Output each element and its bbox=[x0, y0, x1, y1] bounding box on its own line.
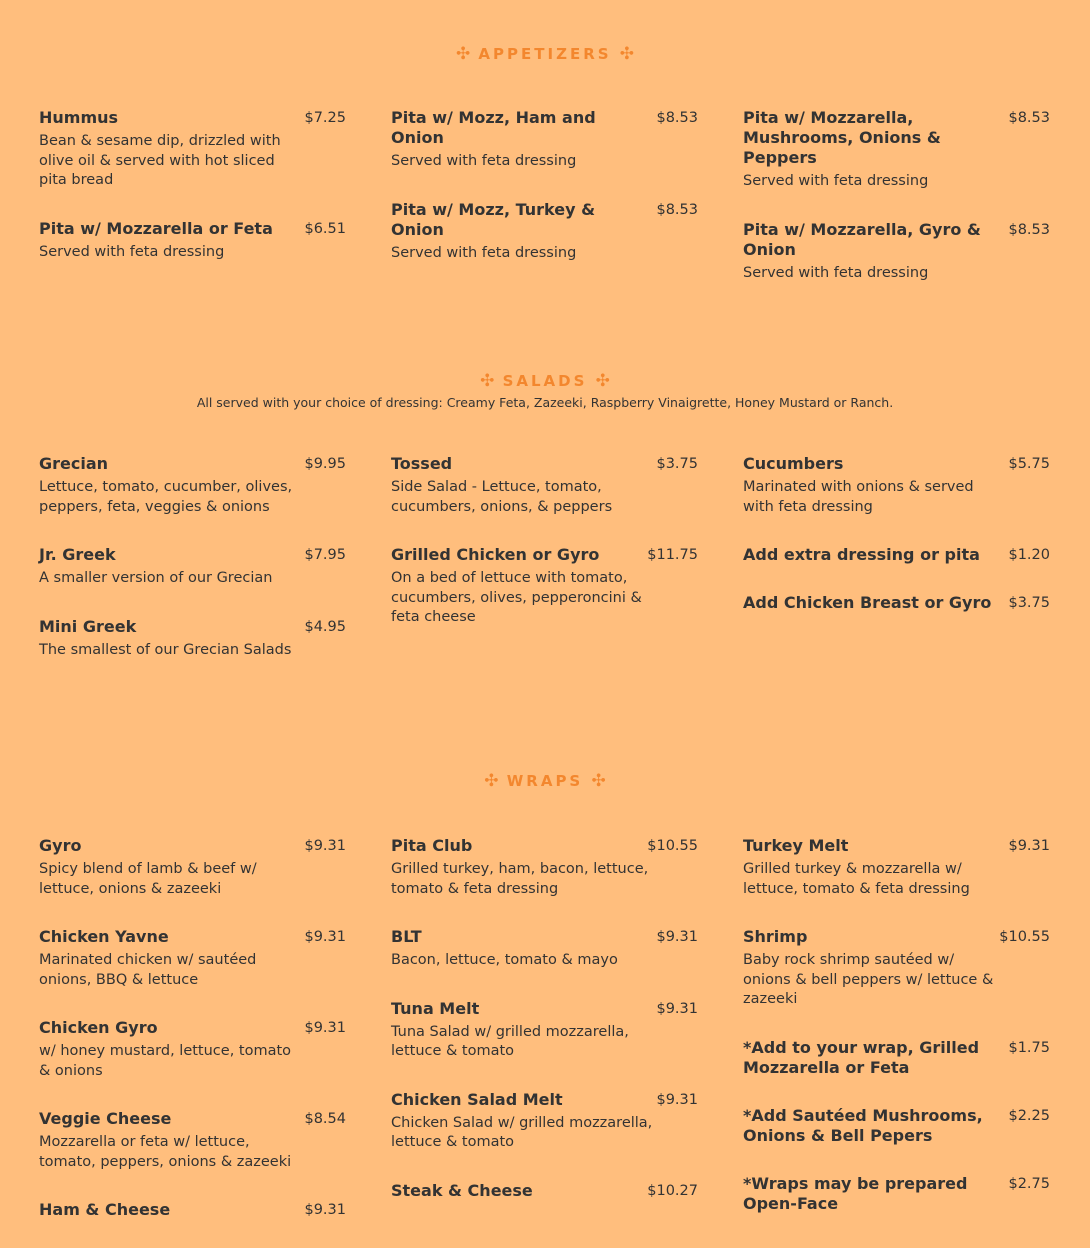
menu-item-name: *Add Sautéed Mushrooms, Onions & Bell Pepers bbox=[743, 1105, 983, 1145]
salads-column bbox=[391, 454, 698, 656]
menu-item-header bbox=[39, 454, 346, 474]
menu-item-description: Marinated with onions & served with feta dressing bbox=[743, 479, 974, 515]
menu-item bbox=[39, 454, 346, 517]
menu-item-price: $8.53 bbox=[656, 110, 698, 126]
ornament-icon: ✣ bbox=[591, 771, 606, 791]
menu-item bbox=[39, 927, 346, 990]
menu-item-name: Add extra dressing or pita bbox=[743, 545, 980, 564]
menu-item-price: $9.31 bbox=[304, 929, 346, 945]
menu-item-description: w/ honey mustard, lettuce, tomato & onions bbox=[39, 1043, 292, 1079]
menu-item-name: Pita w/ Mozzarella, Gyro & Onion bbox=[743, 219, 981, 259]
menu-item-header bbox=[743, 108, 1050, 168]
menu-item-header bbox=[743, 593, 1050, 613]
menu-item-price: $4.95 bbox=[304, 618, 346, 635]
menu-item-header bbox=[39, 219, 346, 239]
menu-item-name: Tossed bbox=[391, 454, 453, 473]
menu-item-header bbox=[39, 1200, 346, 1220]
menu-item bbox=[39, 1018, 346, 1081]
menu-item-price: $10.55 bbox=[647, 838, 698, 854]
menu-item-description: On a bed of lettuce with tomato, cucumbers, olives, pepperoncini & feta cheese bbox=[391, 570, 642, 625]
menu-item-price: $9.31 bbox=[656, 929, 698, 945]
menu-item bbox=[743, 220, 1050, 284]
menu-item-header bbox=[391, 545, 698, 565]
menu-item-price: $9.95 bbox=[304, 456, 346, 472]
menu-item-price: $9.31 bbox=[304, 838, 346, 854]
menu-item-name: Add Chicken Breast or Gyro bbox=[743, 593, 992, 612]
salads-header bbox=[0, 371, 1090, 410]
menu-item-description: Side Salad - Lettuce, tomato, cucumbers, onions, & peppers bbox=[391, 479, 613, 515]
menu-item-description: Spicy blend of lamb & beef w/ lettuce, onions & zazeeki bbox=[39, 861, 257, 897]
menu-item bbox=[391, 836, 698, 899]
menu-item-name: Hummus bbox=[39, 108, 119, 127]
menu-item-price: $9.31 bbox=[304, 1202, 346, 1218]
appetizers-column bbox=[743, 108, 1050, 311]
menu-item-header bbox=[743, 1038, 1050, 1078]
menu-item bbox=[39, 836, 346, 899]
menu-item-header bbox=[39, 927, 346, 947]
menu-item-description: A smaller version of our Grecian bbox=[39, 570, 273, 586]
menu-item-description: Chicken Salad w/ grilled mozzarella, lettuce & tomato bbox=[391, 1114, 653, 1150]
appetizers-column bbox=[39, 108, 346, 290]
menu-item-price: $3.75 bbox=[656, 456, 698, 472]
salads-title: ✣ SALADS ✣ bbox=[480, 371, 610, 391]
menu-item bbox=[39, 617, 346, 661]
menu-item bbox=[39, 1109, 346, 1172]
ornament-icon: ✣ bbox=[455, 44, 471, 64]
appetizers-column bbox=[391, 108, 698, 291]
menu-item-header bbox=[39, 1018, 346, 1038]
menu-item bbox=[391, 108, 698, 172]
menu-item-price: $9.31 bbox=[1008, 838, 1050, 854]
salads-subtitle: All served with your choice of dressing: Creamy Feta, Zazeeki, Raspberry Vinaigrette, Honey Mustard or Ranch. bbox=[196, 395, 894, 410]
menu-item-name: Ham & Cheese bbox=[39, 1200, 171, 1219]
menu-item-price: $8.53 bbox=[656, 201, 698, 218]
menu-item bbox=[743, 108, 1050, 192]
menu-item bbox=[743, 593, 1050, 613]
menu-item-price: $6.51 bbox=[304, 220, 346, 237]
menu-item-price: $10.55 bbox=[999, 929, 1050, 945]
menu-item-description: Served with feta dressing bbox=[391, 244, 577, 261]
menu-item-price: $8.53 bbox=[1008, 221, 1050, 238]
menu-item-name: Veggie Cheese bbox=[39, 1109, 172, 1128]
menu-item bbox=[743, 1038, 1050, 1078]
wraps-header bbox=[0, 771, 1090, 791]
menu-item-header bbox=[391, 927, 698, 947]
menu-item-price: $7.25 bbox=[304, 110, 346, 126]
menu-item bbox=[391, 927, 698, 971]
menu-item-header bbox=[743, 1174, 1050, 1214]
wraps-column bbox=[39, 836, 346, 1248]
menu-item-header bbox=[391, 454, 698, 474]
menu-item bbox=[391, 200, 698, 264]
menu-item-name: Pita Club bbox=[391, 836, 473, 855]
menu-item-price: $7.95 bbox=[304, 547, 346, 563]
menu-item-header bbox=[39, 545, 346, 565]
wraps-title: ✣ WRAPS ✣ bbox=[484, 771, 606, 791]
menu-item-header bbox=[39, 1109, 346, 1129]
menu-item bbox=[743, 1174, 1050, 1214]
menu-item-price: $8.54 bbox=[304, 1111, 346, 1127]
menu-item-price: $9.31 bbox=[656, 1091, 698, 1108]
menu-item-name: Gyro bbox=[39, 836, 82, 855]
menu-item-header bbox=[743, 220, 1050, 260]
menu-item-description: The smallest of our Grecian Salads bbox=[39, 641, 292, 658]
menu-item bbox=[743, 545, 1050, 565]
menu-item-price: $2.75 bbox=[1008, 1175, 1050, 1192]
salads-column bbox=[743, 454, 1050, 641]
menu-item-description: Tuna Salad w/ grilled mozzarella, lettuce & tomato bbox=[391, 1023, 629, 1059]
menu-item-price: $9.31 bbox=[656, 1000, 698, 1017]
menu-item-price: $8.53 bbox=[1008, 110, 1050, 126]
salads-column bbox=[39, 454, 346, 688]
menu-item-name: *Add to your wrap, Grilled Mozzarella or Feta bbox=[743, 1037, 980, 1077]
menu-item-header bbox=[391, 1090, 698, 1110]
menu-item-name: Chicken Yavne bbox=[39, 927, 169, 946]
menu-item-price: $9.31 bbox=[304, 1020, 346, 1036]
menu-item bbox=[743, 836, 1050, 899]
menu-item-name: Mini Greek bbox=[39, 616, 137, 636]
menu-item bbox=[39, 1200, 346, 1220]
appetizers-title: ✣ APPETIZERS ✣ bbox=[455, 44, 635, 64]
menu-item-name: Grilled Chicken or Gyro bbox=[391, 545, 600, 564]
menu-item-name: BLT bbox=[391, 927, 422, 946]
ornament-icon: ✣ bbox=[484, 771, 499, 791]
menu-item-name: Pita w/ Mozz, Turkey & Onion bbox=[391, 199, 596, 239]
menu-item bbox=[39, 219, 346, 263]
menu-item bbox=[39, 108, 346, 191]
menu-item-name: Pita w/ Mozzarella, Mushrooms, Onions & Peppers bbox=[743, 108, 941, 167]
menu-item-description: Served with feta dressing bbox=[743, 264, 929, 281]
menu-item-header bbox=[39, 836, 346, 856]
menu-item-description: Baby rock shrimp sautéed w/ onions & bell peppers w/ lettuce & zazeeki bbox=[743, 952, 994, 1007]
menu-item-description: Served with feta dressing bbox=[743, 173, 929, 189]
menu-item bbox=[743, 927, 1050, 1010]
menu-item bbox=[743, 454, 1050, 517]
menu-item-header bbox=[391, 836, 698, 856]
menu-item-description: Grilled turkey, ham, bacon, lettuce, tomato & feta dressing bbox=[391, 861, 649, 897]
menu-item bbox=[391, 1090, 698, 1153]
menu-item-name: Grecian bbox=[39, 454, 109, 473]
menu-item-header bbox=[39, 108, 346, 128]
wraps-column bbox=[743, 836, 1050, 1242]
menu-item-header bbox=[743, 836, 1050, 856]
menu-item bbox=[39, 545, 346, 589]
menu-item-header bbox=[743, 545, 1050, 565]
menu-item-price: $1.75 bbox=[1008, 1039, 1050, 1056]
menu-item-header bbox=[743, 927, 1050, 947]
menu-item-name: Chicken Salad Melt bbox=[391, 1089, 563, 1109]
menu-item bbox=[391, 1181, 698, 1201]
menu-item-description: Lettuce, tomato, cucumber, olives, peppers, feta, veggies & onions bbox=[39, 479, 293, 515]
menu-item bbox=[391, 454, 698, 517]
menu-item-price: $3.75 bbox=[1008, 595, 1050, 611]
ornament-icon: ✣ bbox=[480, 371, 495, 391]
menu-item-description: Mozzarella or feta w/ lettuce, tomato, peppers, onions & zazeeki bbox=[39, 1134, 292, 1170]
menu-item-name: Shrimp bbox=[743, 927, 808, 946]
menu-item-name: Pita w/ Mozzarella or Feta bbox=[39, 218, 273, 238]
menu-item-name: Cucumbers bbox=[743, 454, 844, 473]
menu-item-name: Tuna Melt bbox=[391, 998, 480, 1018]
menu-item-price: $10.27 bbox=[647, 1182, 698, 1199]
menu-item-description: Served with feta dressing bbox=[391, 153, 577, 169]
menu-item-price: $2.25 bbox=[1008, 1107, 1050, 1124]
appetizers-header bbox=[0, 44, 1090, 64]
menu-item-header bbox=[743, 1106, 1050, 1146]
menu-item-name: Steak & Cheese bbox=[391, 1180, 533, 1200]
menu-item-price: $5.75 bbox=[1008, 456, 1050, 472]
menu-item-header bbox=[391, 999, 698, 1019]
menu-item-header bbox=[391, 1181, 698, 1201]
menu-item-name: Chicken Gyro bbox=[39, 1018, 158, 1037]
menu-item-price: $11.75 bbox=[647, 547, 698, 563]
menu-item-header bbox=[743, 454, 1050, 474]
menu-item-header bbox=[391, 108, 698, 148]
menu-item-price: $1.20 bbox=[1008, 547, 1050, 563]
menu-item-header bbox=[39, 617, 346, 637]
menu-item-name: Pita w/ Mozz, Ham and Onion bbox=[391, 108, 596, 147]
menu-item-name: Turkey Melt bbox=[743, 836, 849, 855]
menu-item-name: *Wraps may be prepared Open-Face bbox=[743, 1173, 968, 1213]
ornament-icon: ✣ bbox=[595, 371, 610, 391]
menu-item-description: Bean & sesame dip, drizzled with olive oil & served with hot sliced pita bread bbox=[39, 133, 281, 188]
menu-item-description: Bacon, lettuce, tomato & mayo bbox=[391, 952, 618, 968]
menu-item bbox=[743, 1106, 1050, 1146]
menu-item-description: Served with feta dressing bbox=[39, 243, 225, 260]
menu-item-header bbox=[391, 200, 698, 240]
menu-item-name: Jr. Greek bbox=[39, 545, 116, 564]
menu-item-description: Grilled turkey & mozzarella w/ lettuce, tomato & feta dressing bbox=[743, 861, 970, 897]
ornament-icon: ✣ bbox=[619, 44, 635, 64]
wraps-column bbox=[391, 836, 698, 1229]
menu-item bbox=[391, 999, 698, 1062]
menu-item-description: Marinated chicken w/ sautéed onions, BBQ & lettuce bbox=[39, 952, 257, 988]
menu-item bbox=[391, 545, 698, 628]
